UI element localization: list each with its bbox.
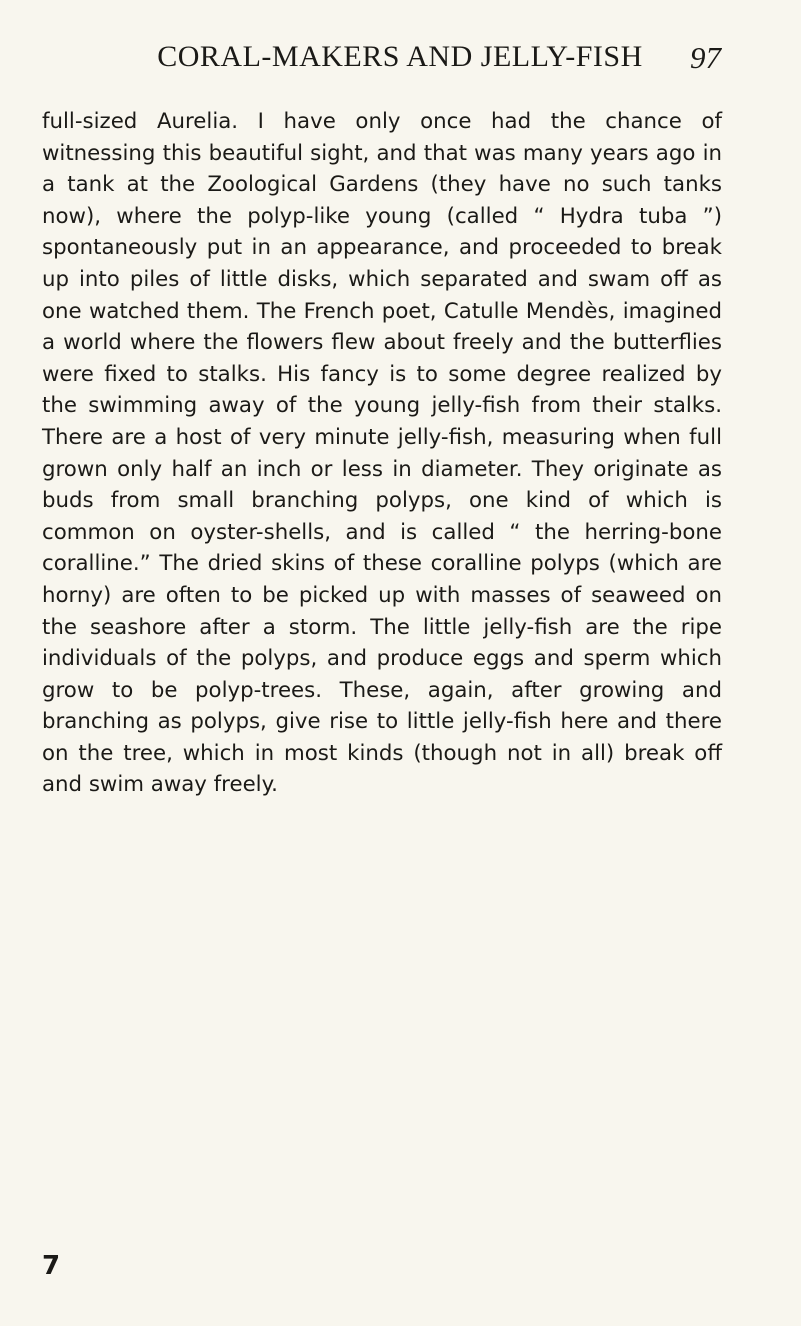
page-number: 97	[690, 40, 721, 75]
body-paragraph: full-sized Aurelia. I have only once had the chance of witnessing this beautiful sight, and that was many years ago in a tank at the Zoological Gardens (they have no such tanks now), where the polyp-like young (called “ Hydra tuba ”) spontaneously put in an appearance, and proceeded to break up into piles of little disks, which separated and swam off as one watched them. The French poet, Catulle Mendès, imagined a world where the flowers flew about freely and the butterflies were fixed to stalks. His fancy is to some degree realized by the swimming away of the young jelly-fish from their stalks. There are a host of very minute jelly-fish, measuring when full grown only half an inch or less in diameter. They originate as buds from small branching polyps, one kind of which is common on oyster-shells, and is called “ the herring-bone coralline.” The dried skins of these coralline polyps (which are horny) are often to be picked up with masses of seaweed on the seashore after a storm. The little jelly-fish are the ripe individuals of the polyps, and produce eggs and sperm which grow to be polyp-trees. These, again, after growing and branching as polyps, give rise to little jelly-fish here and there on the tree, which in most kinds (though not in all) break off and swim away freely.	[42, 109, 722, 798]
printer-signature-mark: 7	[42, 1251, 61, 1281]
running-head-title: CORAL-MAKERS AND JELLY-FISH	[157, 40, 643, 73]
